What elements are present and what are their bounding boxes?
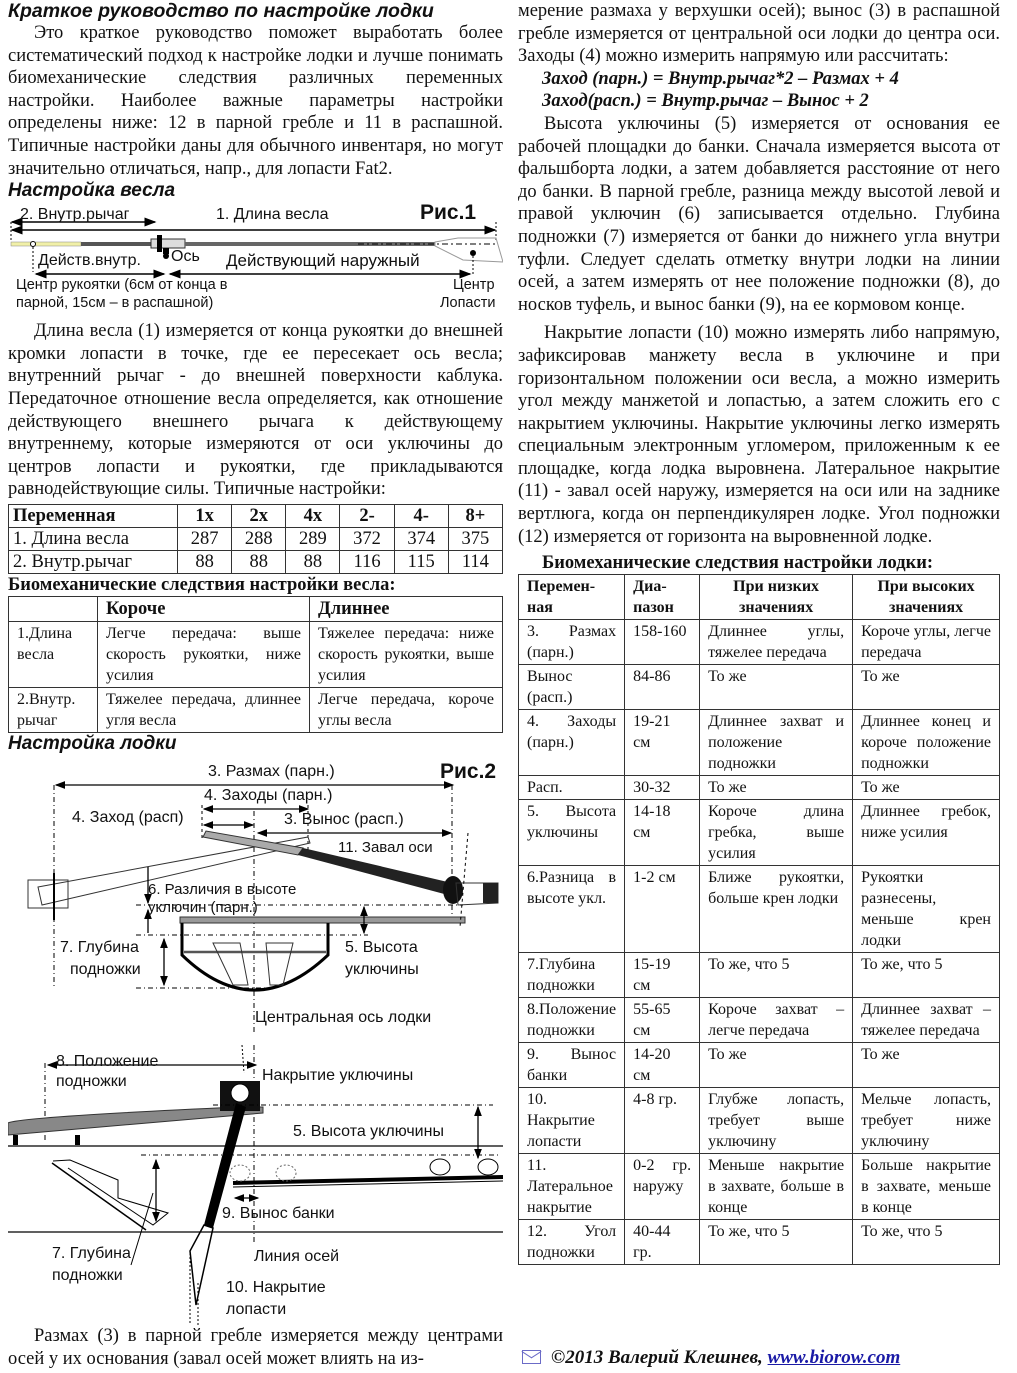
table-cell: 88 — [232, 550, 286, 573]
table-cell: То же — [853, 1043, 1000, 1088]
header-cell: 2x — [232, 504, 286, 527]
table-cell: То же, что 5 — [853, 953, 1000, 998]
table-cell: Мельче лопасть, требует ниже уключину — [853, 1088, 1000, 1154]
table-cell: 288 — [232, 527, 286, 550]
table-row — [519, 776, 1000, 800]
header-cell: Диа-пазон — [625, 575, 700, 620]
table-row — [519, 1088, 1000, 1154]
header-cell: Длиннее — [310, 596, 503, 621]
table-row — [9, 621, 503, 687]
header-cell: 4x — [286, 504, 340, 527]
table-cell: Короче углы, легче передача — [853, 620, 1000, 665]
blade-pitch-paragraph: Накрытие лопасти (10) можно измерять либо напрямую, зафиксировав манжету весла в уключине и при горизонтальном положении оси весла, а можно измерить угол между манжетой и лопастью, а затем сложить его с накрытием уключины. Накрытие уключины легко измерять специальным электронным угломером, приложенным к ее площадке, когда лодка выровнена. Латеральное накрытие (11) - завал осей наружу, измеряется на оси или на заднике вертлюга, когда он перпендикулярен лодке. Угол подножки (12) измеряется от горизонта на выровненной лодке. — [518, 323, 1000, 547]
table-cell: 374 — [394, 527, 448, 550]
stretcher-pos-label-2: подножки — [56, 1072, 127, 1090]
table-cell: 88 — [178, 550, 232, 573]
rowlock-height-label-1: 5. Высота — [345, 938, 418, 956]
boat-bio-heading: Биомеханические следствия настройки лодки: — [542, 553, 934, 574]
oar-length-label: 1. Длина весла — [216, 206, 329, 224]
table-cell: Длиннее конец и короче положение подножки — [853, 710, 1000, 776]
actual-inboard-label: Действ.внутр. — [38, 252, 141, 270]
actual-outboard-label: Действующий наружный — [226, 251, 420, 271]
inboard-label: 2. Внутр.рычаг — [20, 206, 130, 224]
table-cell: То же, что 5 — [853, 1220, 1000, 1265]
table-cell: 158-160 — [625, 620, 700, 665]
foot-depth-label-1: 7. Глубина — [52, 1244, 131, 1262]
table-cell: 116 — [340, 550, 394, 573]
table-cell: То же — [700, 1043, 853, 1088]
table-cell: 1-2 см — [625, 866, 700, 953]
table-cell: 9. Вынос банки — [519, 1043, 625, 1088]
table-cell: 10. Накрытие лопасти — [519, 1088, 625, 1154]
table-row — [519, 998, 1000, 1043]
header-cell: Короче — [98, 596, 310, 621]
page-title: Краткое руководство по настройке лодки — [8, 0, 434, 22]
overlap-sculls-label: 4. Заходы (парн.) — [204, 786, 333, 804]
table-cell: То же — [853, 665, 1000, 710]
footer — [522, 1347, 900, 1370]
stretcher-pos-label-1: 8. Положение — [56, 1052, 159, 1070]
oar-bio-table — [8, 596, 503, 733]
table-cell: 289 — [286, 527, 340, 550]
formula-sweep: Заход(расп.) = Внутр.рычаг – Вынос + 2 — [542, 91, 869, 112]
height-diff-label-2: уключин (парн.) — [148, 898, 258, 916]
copyright-text: ©2013 Валерий Клешнев, — [551, 1347, 768, 1368]
rowlock-height-label: 5. Высота уключины — [293, 1122, 444, 1140]
rowlock-pitch-label: Накрытие уключины — [262, 1066, 414, 1084]
height-diff-label-1: 6. Различия в высоте — [148, 880, 297, 898]
foot-depth-label-2: подножки — [70, 960, 141, 978]
table-cell: То же — [853, 776, 1000, 800]
oar-bio-heading: Биомеханические следствия настройки весла: — [8, 574, 396, 595]
right-column — [518, 0, 1000, 1265]
table-cell: 372 — [340, 527, 394, 550]
blade-center-label-2: Лопасти — [440, 295, 496, 312]
boat-section-heading: Настройка лодки — [8, 732, 177, 754]
table-cell: Меньше накрытие в захвате, больше в конце — [700, 1154, 853, 1220]
table-cell: То же — [700, 665, 853, 710]
table-cell: 11. Латеральное накрытие — [519, 1154, 625, 1220]
table-cell: 8.Положение подножки — [519, 998, 625, 1043]
table-cell: 1.Длина весла — [9, 621, 98, 687]
table-cell: То же — [700, 776, 853, 800]
header-cell: 1x — [178, 504, 232, 527]
table-cell: 19-21 см — [625, 710, 700, 776]
table-cell: 14-20 см — [625, 1043, 700, 1088]
blade-pitch-label-1: 10. Накрытие — [226, 1278, 326, 1296]
header-cell: 8+ — [448, 504, 502, 527]
table-cell: Легче передача, короче углы весла — [310, 687, 503, 732]
pin-label: Ось — [171, 248, 200, 266]
spread-sweep-label: 3. Вынос (расп.) — [284, 810, 404, 828]
table-row — [519, 866, 1000, 953]
table-cell: Длиннее углы, тяжелее передача — [700, 620, 853, 665]
oar-section-heading: Настройка весла — [8, 180, 176, 202]
center-axis-label: Центральная ось лодки — [255, 1008, 432, 1026]
table-cell: Тяжелее передача, длиннее угля весла — [98, 687, 310, 732]
span-paragraph: Размах (3) в парной гребле измеряется между центрами осей у их основания (завал осей может влиять на из- — [8, 1325, 503, 1369]
table-cell: 6.Разница в высоте укл. — [519, 866, 625, 953]
table-cell: Легче передача: выше скорость рукоятки, ниже усилия — [98, 621, 310, 687]
overlap-sweep-label: 4. Заход (расп) — [72, 808, 184, 826]
header-cell: 4- — [394, 504, 448, 527]
table-row — [519, 953, 1000, 998]
table-cell: 7.Глубина подножки — [519, 953, 625, 998]
table-cell: Ближе рукоятки, больше крен лодки — [700, 866, 853, 953]
table-cell: 1. Длина весла — [9, 527, 178, 550]
table-cell: 40-44 гр. — [625, 1220, 700, 1265]
formula-sculls: Заход (парн.) = Внутр.рычаг*2 – Размах + 4 — [542, 68, 899, 89]
table-cell: То же, что 5 — [700, 1220, 853, 1265]
blade-pitch-label-2: лопасти — [226, 1300, 287, 1318]
table-row — [519, 665, 1000, 710]
table-cell: 88 — [286, 550, 340, 573]
table-row — [9, 550, 503, 573]
table-cell: 30-32 — [625, 776, 700, 800]
handle-center-label-1: Центр рукоятки (6см от конца в — [16, 277, 228, 294]
table-cell: Вынос (расп.) — [519, 665, 625, 710]
table-cell: 14-18 см — [625, 800, 700, 866]
table-row — [519, 1220, 1000, 1265]
header-cell: При высоких значениях — [853, 575, 1000, 620]
table-cell: 2. Внутр.рычаг — [9, 550, 178, 573]
seat-offset-label: 9. Вынос банки — [222, 1204, 335, 1222]
rowlock-height-paragraph: Высота уключины (5) измеряется от основания ее рабочей площадки до банки. Сначала измеряется высота от фальшборта лодки, а затем добавляется расстояние от него до банки. В парной гребле, разница между высотой левой и правой уключин (6) записывается отдельно. Глубина подножки (7) измеряется от банки до нижнего угла внутри туфли. Следует сделать отметку внутри лодки на линии осей, а затем измерять от нее положение подножки (8), до носков туфель, и вынос банки (9), на ее кормовом конце. — [518, 113, 1000, 315]
header-cell: Перемен-ная — [519, 575, 625, 620]
table-header-row — [9, 504, 503, 527]
pin-line-label: Линия осей — [254, 1247, 340, 1265]
figure-1-label: Рис.1 — [420, 201, 477, 225]
table-cell: Глубже лопасть, требует выше уключину — [700, 1088, 853, 1154]
table-cell: 375 — [448, 527, 502, 550]
typical-settings-table — [8, 504, 503, 574]
table-row — [519, 1043, 1000, 1088]
table-cell: Тяжелее передача: ниже скорость рукоятки, выше усилия — [310, 621, 503, 687]
table-cell: То же, что 5 — [700, 953, 853, 998]
left-column — [8, 0, 503, 1370]
table-row — [519, 620, 1000, 665]
spread-paragraph: мерение размаха у верхушки осей); вынос (3) в распашной гребле измеряется от центральной оси лодки до центра оси. Заходы (4) можно измерить напрямую или рассчитать: — [518, 1, 1000, 67]
figure-2-boat-cross-section — [8, 755, 503, 1043]
envelope-icon[interactable] — [522, 1350, 541, 1364]
foot-depth-label-2: подножки — [52, 1266, 123, 1284]
table-cell: 287 — [178, 527, 232, 550]
table-cell: 3. Размах (парн.) — [519, 620, 625, 665]
pin-pitch-label: 11. Завал оси — [338, 838, 433, 856]
span-label: 3. Размах (парн.) — [208, 762, 335, 780]
table-cell: 114 — [448, 550, 502, 573]
foot-depth-label-1: 7. Глубина — [60, 938, 139, 956]
table-row — [9, 527, 503, 550]
figure-1-oar-diagram — [8, 202, 503, 314]
header-cell: При низких значениях — [700, 575, 853, 620]
handle-center-label-2: парной, 15см – в распашной) — [16, 295, 214, 312]
table-cell: 55-65 см — [625, 998, 700, 1043]
table-cell: Длиннее захват и положение подножки — [700, 710, 853, 776]
rowlock-height-label-2: уключины — [345, 960, 419, 978]
intro-paragraph: Это краткое руководство поможет выработать более систематический подход к настройке лодки и лучше понимать биомеханические следствия различных переменных настройки. Наиболее важные параметры настройки определены ниже: 12 в парной гребле и 11 в распашной. Типичные настройки даны для обычного инвентаря, но могут значительно отличаться, напр., для лопасти Fat2. — [8, 23, 503, 179]
table-cell: Длиннее гребок, ниже усилия — [853, 800, 1000, 866]
header-cell — [9, 596, 98, 621]
table-cell: 2.Внутр. рычаг — [9, 687, 98, 732]
table-row — [519, 1154, 1000, 1220]
table-cell: 0-2 гр. наружу — [625, 1154, 700, 1220]
table-cell: 84-86 — [625, 665, 700, 710]
table-cell: Расп. — [519, 776, 625, 800]
boat-bio-table — [518, 574, 1000, 1265]
table-cell: Короче захват – легче передача — [700, 998, 853, 1043]
table-cell: Рукоятки разнесены, меньше крен лодки — [853, 866, 1000, 953]
table-row — [519, 800, 1000, 866]
table-cell: 115 — [394, 550, 448, 573]
figure-3-side-view — [8, 1043, 503, 1325]
table-cell: 4. Заходы (парн.) — [519, 710, 625, 776]
website-link[interactable]: www.biorow.com — [767, 1347, 901, 1368]
table-cell: Больше накрытие в захвате, меньше в конце — [853, 1154, 1000, 1220]
table-row — [519, 710, 1000, 776]
header-cell: 2- — [340, 504, 394, 527]
oar-length-paragraph: Длина весла (1) измеряется от конца рукоятки до внешней кромки лопасти в точке, где ее пересекает ось весла; внутренний рычаг - до внешней поверхности каблука. Передаточное отношение весла определяется, как отношение действующего внешнего рычага к действующему внутреннему, которые измеряются от оси уключины до центров лопасти и рукоятки, где прикладываются равнодействующие силы. Типичные настройки: — [8, 321, 503, 500]
table-row — [9, 687, 503, 732]
table-cell: 12. Угол подножки — [519, 1220, 625, 1265]
blade-center-label-1: Центр — [453, 277, 495, 294]
table-cell: 5. Высота уключины — [519, 800, 625, 866]
figure-2-label: Рис.2 — [440, 759, 497, 783]
table-header-row — [519, 575, 1000, 620]
table-header-row — [9, 596, 503, 621]
header-cell: Переменная — [9, 504, 178, 527]
table-cell: 15-19 см — [625, 953, 700, 998]
table-cell: Длиннее захват – тяжелее передача — [853, 998, 1000, 1043]
table-cell: Короче длина гребка, выше усилия — [700, 800, 853, 866]
table-cell: 4-8 гр. — [625, 1088, 700, 1154]
